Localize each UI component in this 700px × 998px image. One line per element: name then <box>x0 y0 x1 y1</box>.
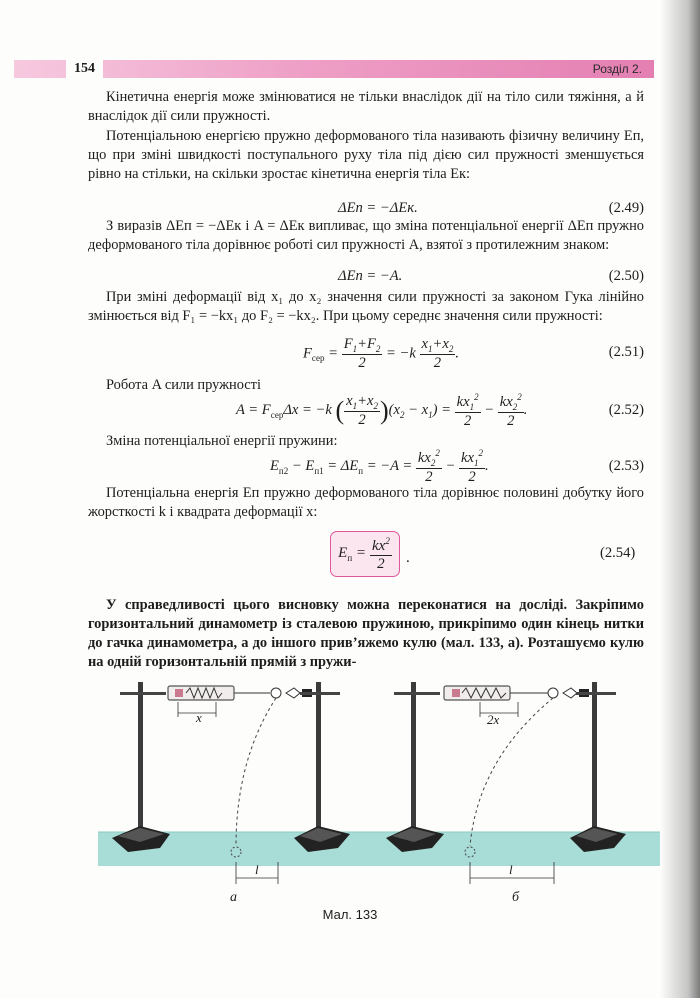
stand-clamp-right-b <box>576 692 616 695</box>
paragraph-3-text: З виразів ΔEп = −ΔEк і A = ΔEк випливає, що зміна потенціальної енергії ΔEп пружно деформованого тіла дорівнює роботі сил пружності A, взятої з протилежним знаком: <box>88 218 644 253</box>
stand-clamp-right-a <box>300 692 340 695</box>
paragraph-4-text: При зміні деформації від x₁ до x₂ значення сили пружності за законом Гука лінійно змінюється від F₁ = −kx₁ до F₂ = −kx₂. При цьому середнє значення сили пружності: <box>88 289 644 324</box>
fraction: $\frac{x_1+x_2}{2}$ <box>421 336 454 371</box>
equation-2-49-expr: ΔEп = −ΔEк. <box>338 200 418 216</box>
paragraph-8-text: У справедливості цього висновку можна переконатися на досліді. Закріпимо горизонтальний динамометр із сталевою пружиною, прикріпимо один кінець нитки до гачка динамометра, а до іншого прив’яжемо кулю (мал. 133, а). Розташуємо кулю на одній горизонтальній прямій з пружи- <box>88 597 644 670</box>
equation-2-51-number: (2.51) <box>608 344 644 360</box>
fraction: $\frac{F_1+F_2}{2}$ <box>343 336 381 371</box>
equation-2-53-number: (2.53) <box>608 458 644 474</box>
paragraph-6-text: Зміна потенціальної енергії пружини: <box>106 433 338 449</box>
l-label-a: l <box>255 862 259 877</box>
stand-clamp-left-b <box>394 692 440 695</box>
figure-caption: Мал. 133 <box>322 907 378 922</box>
ball-holder-a <box>286 688 300 698</box>
section-label: Розділ 2. <box>592 62 642 76</box>
equation-2-52-number: (2.52) <box>608 402 644 418</box>
equation-2-51-expr: $F_{сер}$ = $\frac{F_1+F_2}{2}$ = −k $\frac{x_1+x_2}{2}$ . <box>303 336 459 371</box>
l-label-b: l <box>509 862 513 877</box>
equation-2-52-expr: $A = F_{сер}\Delta x = -k$ ( $\frac{x_1+x_2}{2}$ )$(x_2 - x_1)$ = $\frac{kx_1^2}{2}$ − $\frac{kx_2^2}{2}$ . <box>236 392 528 429</box>
x-label-a: x <box>196 710 202 725</box>
stand-rod-right-b <box>592 682 597 832</box>
stand-clamp-left-a <box>120 692 166 695</box>
fraction: $\frac{kx_2^2}{2}$ <box>417 448 440 485</box>
dynamometer-pointer-a <box>175 689 183 697</box>
fraction: $\frac{kx_2^2}{2}$ <box>499 392 522 429</box>
equation-2-49-number: (2.49) <box>608 200 644 216</box>
fraction: $\frac{kx_1^2}{2}$ <box>456 392 479 429</box>
equation-2-50-number: (2.50) <box>608 268 644 284</box>
page-number: 154 <box>66 60 103 78</box>
formula-period: . <box>406 550 410 566</box>
figure-label-b: б <box>512 890 520 905</box>
fraction: $\frac{kx_1^2}{2}$ <box>461 448 483 485</box>
paragraph-2-text: Потенціальною енергією пружно деформованого тіла називають фізичну величину Eп, що при зміні швидкості поступального руху тіла під дією сил пружності зменшується рівно на стільки, на скільки зростає кінетична енергія тіла Eк: <box>88 128 644 182</box>
stand-rod-left-a <box>138 682 143 832</box>
equation-2-50-expr: ΔEп = −A. <box>338 268 403 284</box>
trajectory-a <box>236 698 276 846</box>
ball-holder-b <box>563 688 577 698</box>
ball-a <box>271 688 281 698</box>
paragraph-7-text: Потенціальна енергія Eп пружно деформованого тіла дорівнює половині добутку його жорсткості k і квадрата деформації x: <box>88 485 644 520</box>
dynamometer-pointer-b <box>452 689 460 697</box>
boxed-formula-2-54: $E_п$ = $\frac{kx^2}{2}$ <box>330 531 400 577</box>
fraction: $\frac{x_1+x_2}{2}$ <box>346 392 378 428</box>
fraction: $\frac{kx^2}{2}$ <box>372 535 390 572</box>
figure-label-a: а <box>230 890 237 905</box>
x-label-b: 2x <box>487 712 500 727</box>
stand-rod-right-a <box>316 682 321 832</box>
paragraph-1-text: Кінетична енергія може змінюватися не тільки внаслідок дії на тіло сили тяжіння, а й внаслідок дії сили пружності. <box>88 89 644 124</box>
paragraph-5-text: Робота A сили пружності <box>106 377 261 393</box>
trajectory-b <box>470 698 553 846</box>
ball-b <box>548 688 558 698</box>
equation-2-54-number: (2.54) <box>600 545 636 561</box>
equation-2-53-expr: $E_{п2} - E_{п1} = \Delta E_п = -A$ = $\frac{kx_2^2}{2}$ − $\frac{kx_1^2}{2}$ . <box>270 448 489 485</box>
stand-rod-left-b <box>411 682 416 832</box>
